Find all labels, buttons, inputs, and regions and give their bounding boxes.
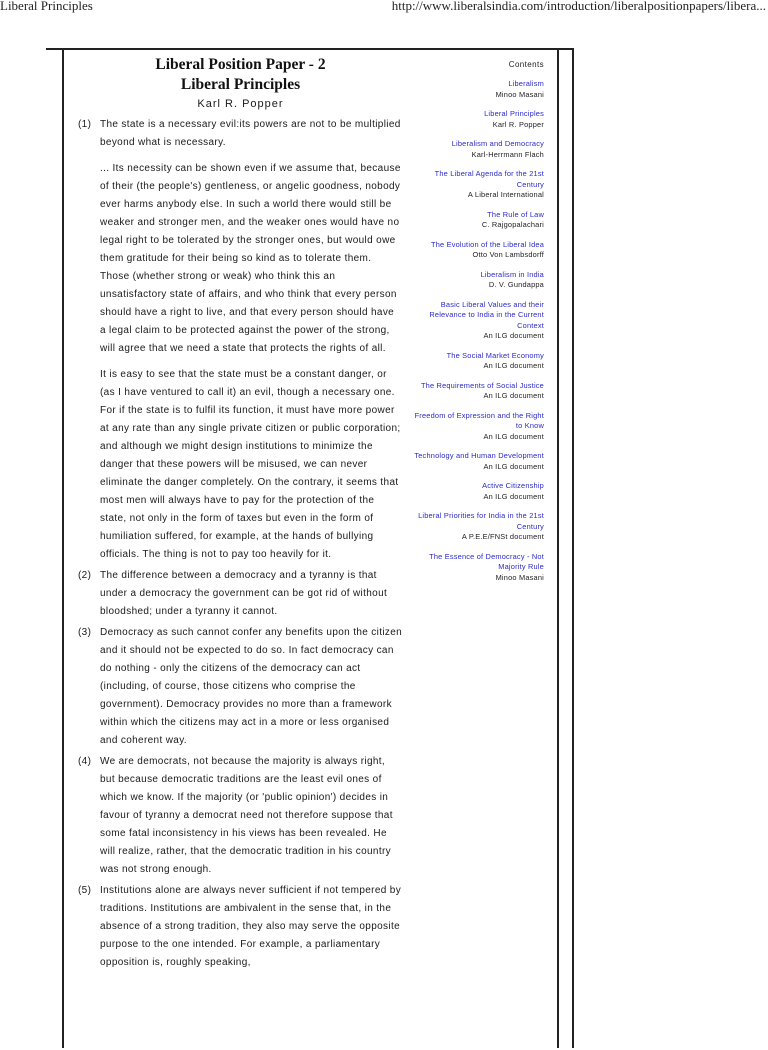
contents-link[interactable]: Freedom of Expression and the Right to Know	[414, 410, 544, 430]
contents-link[interactable]: Liberalism	[508, 79, 544, 88]
contents-link[interactable]: Liberal Principles	[484, 109, 544, 118]
contents-entry	[412, 79, 544, 100]
contents-link[interactable]: The Requirements of Social Justice	[420, 380, 544, 390]
contents-link[interactable]: The Essence of Democracy - Not Majority Rule	[429, 551, 544, 571]
item-number: (3)	[78, 627, 92, 638]
contents-author: An ILG document	[483, 461, 544, 471]
contents-link[interactable]: Basic Liberal Values and their Relevance to India in the Current Context	[429, 299, 544, 330]
contents-entry	[412, 381, 544, 402]
outer-right-border-rule	[572, 48, 574, 1048]
contents-entry	[412, 109, 544, 130]
contents-author: Karl-Herrmann Flach	[471, 149, 544, 159]
page-header-title: Liberal Principles	[0, 0, 93, 13]
contents-entry	[412, 139, 544, 160]
contents-link[interactable]: Active Citizenship	[482, 481, 544, 490]
contents-entry	[412, 300, 544, 342]
item-paragraph: Democracy as such cannot confer any benefits upon the citizen and it should not be expected to do so. In fact democracy can do nothing - only the citizens of the democracy can act (including, of course, those citizens who comprise the government). Democracy provides no more than a framework within which the citizens may act in a more or less organised and coherent way.	[100, 627, 403, 746]
contents-entry	[412, 210, 544, 231]
item-number: (4)	[78, 756, 92, 767]
contents-author: C. Rajgopalachari	[481, 220, 544, 229]
principle-item	[78, 116, 403, 564]
contents-entry	[412, 351, 544, 372]
item-number: (5)	[78, 885, 92, 896]
principle-item	[78, 567, 403, 621]
item-paragraph: The state is a necessary evil:its powers are not to be multiplied beyond what is necessary.	[100, 119, 401, 148]
contents-link[interactable]: Technology and Human Development	[414, 451, 544, 460]
contents-author: An ILG document	[483, 391, 544, 400]
contents-author: An ILG document	[483, 431, 544, 441]
item-body	[100, 753, 403, 879]
contents-author: A Liberal International	[467, 190, 544, 199]
paper-title: Liberal Principles	[180, 76, 301, 93]
contents-author: An ILG document	[483, 331, 544, 340]
page-header-url: http://www.liberalsindia.com/introduction/liberalpositionpapers/libera...	[391, 0, 766, 13]
contents-author: Otto Von Lambsdorff	[472, 250, 544, 259]
contents-author: An ILG document	[483, 491, 544, 501]
main-content	[78, 55, 403, 975]
contents-author: Karl R. Popper	[492, 119, 544, 129]
item-body	[100, 882, 403, 972]
right-border-rule	[557, 48, 559, 1048]
contents-link[interactable]: The Rule of Law	[487, 209, 544, 219]
left-border-rule	[62, 48, 64, 1048]
contents-author: An ILG document	[483, 361, 544, 370]
item-body	[100, 116, 403, 564]
contents-entry	[412, 169, 544, 201]
contents-link[interactable]: The Social Market Economy	[446, 350, 544, 360]
paper-author: Karl R. Popper	[197, 98, 284, 110]
contents-entry	[412, 451, 544, 472]
item-body	[100, 624, 403, 750]
contents-entry	[412, 240, 544, 261]
contents-link[interactable]: Liberal Priorities for India in the 21st Century	[418, 511, 544, 531]
contents-author: Minoo Masani	[495, 89, 544, 99]
principle-item	[78, 882, 403, 972]
contents-entry	[412, 481, 544, 502]
contents-entry	[412, 411, 544, 443]
contents-sidebar	[412, 60, 544, 592]
contents-entry	[412, 270, 544, 291]
contents-entry	[412, 552, 544, 584]
contents-heading: Contents	[508, 60, 544, 69]
item-paragraph: It is easy to see that the state must be a constant danger, or (as I have ventured to call it) an evil, though a necessary one. For if the state is to fulfil its function, it must have more power at any rate than any single private citizen or public corporation; and although we might design institutions to minimize the danger that these powers will be misused, we can never eliminate the danger completely. On the contrary, it seems that most men will always have to pay for the protection of the state, not only in the form of taxes but even in the form of humiliation suffered, for example, at the hands of bullying officials. The thing is not to pay too heavily for it.	[100, 369, 401, 560]
item-body	[100, 567, 403, 621]
item-number: (1)	[78, 119, 92, 130]
contents-link[interactable]: The Evolution of the Liberal Idea	[430, 239, 544, 249]
contents-author: A P.E.E/FNSt document	[461, 532, 544, 541]
item-paragraph: Institutions alone are always never sufficient if not tempered by traditions. Institutions are ambivalent in the sense that, in the absence of a strong tradition, they also may serve the opposite purpose to the one intended. For example, a parliamentary opposition is, roughly speaking,	[100, 885, 402, 968]
contents-author: Minoo Masani	[495, 572, 544, 582]
item-paragraph: We are democrats, not because the majority is always right, but because democratic traditions are the least evil ones of which we know. If the majority (or 'public opinion') decides in favour of tyranny a democrat need not therefore suppose that some fatal inconsistency in his views has been revealed. He will realize, rather, that the democratic tradition in his country was not strong enough.	[100, 756, 393, 875]
item-number: (2)	[78, 570, 92, 581]
item-paragraph: The difference between a democracy and a tyranny is that under a democracy the government can be got rid of without bloodshed; under a tyranny it cannot.	[100, 570, 388, 617]
contents-link[interactable]: Liberalism in India	[480, 269, 544, 279]
paper-series-title: Liberal Position Paper - 2	[155, 56, 326, 73]
contents-entry	[412, 511, 544, 543]
contents-link[interactable]: The Liberal Agenda for the 21st Century	[434, 169, 544, 189]
principle-item	[78, 624, 403, 750]
principle-item	[78, 753, 403, 879]
item-paragraph: ... Its necessity can be shown even if we assume that, because of their (the people's) gentleness, or angelic goodness, nobody ever harms anybody else. In such a world there would still be weaker and stronger men, and the weaker ones would have no legal right to be tolerated by the stronger ones, but would owe them gratitude for their being so kind as to tolerate them. Those (whether strong or weak) who think this an unsatisfactory state of affairs, and who think that every person should have a right to live, and that every person should have a legal claim to be protected against the power of the strong, will agree that we need a state that protects the rights of all.	[100, 163, 401, 354]
contents-author: D. V. Gundappa	[488, 280, 544, 289]
contents-link[interactable]: Liberalism and Democracy	[451, 139, 544, 148]
